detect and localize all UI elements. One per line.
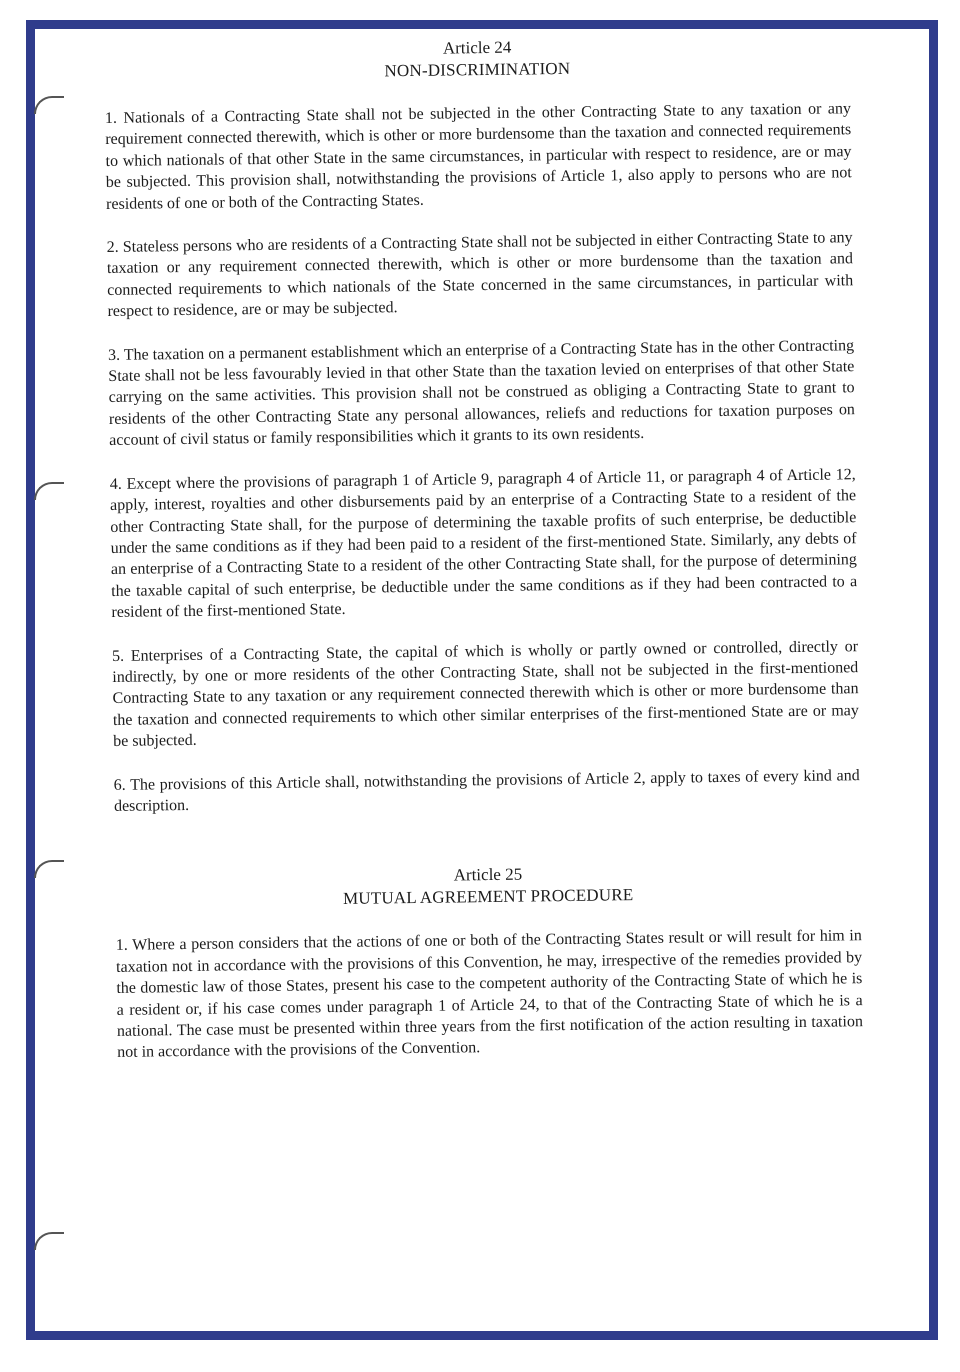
article-24-number: Article 24: [442, 37, 512, 58]
article-25-title: MUTUAL AGREEMENT PROCEDURE: [342, 885, 634, 909]
article-24-paragraph-2: 2. Stateless persons who are residents of a Contracting State shall not be subjected in either Contracting State to any taxation or any requirement connected therewith, which is other or more burdensome than the taxation and connected requirements to which nationals of the State concerned in the same circumstances, in particular with respect to residence, are or may be subjected.: [106, 229, 854, 321]
article-25-paragraph-1: 1. Where a person considers that the actions of one or both of the Contracting States result or will result for him in taxation not in accordance with the provisions of this Convention, he may, irrespective of the remedies provided by the domestic law of those States, present his case to the competent authority of the Contracting State of which he is a resident or, if his case comes under paragraph 1 of Article 24, to that of the Contracting State of which he is a national. The case must be presented within three years from the first notification of the action resulting in taxation not in accordance with the provisions of the Convention.: [115, 927, 863, 1062]
article-24-title: NON-DISCRIMINATION: [384, 58, 571, 81]
article-24-paragraph-1: 1. Nationals of a Contracting State shall not be subjected in the other Contracting State to any taxation or any requirement connected therewith, which is other or more burdensome than the taxation and connected requirements to which nationals of that other State in the same circumstances, in particular with respect to residence, are or may be subjected. This provision shall, notwithstanding the provisions of Article 1, also apply to persons who are not residents of one or both of the Contracting States.: [104, 100, 852, 213]
article-25-number: Article 25: [453, 864, 523, 885]
document-body: [104, 32, 864, 1085]
article-24-paragraphs: [105, 98, 860, 817]
article-24-paragraph-4: 4. Except where the provisions of paragraph 1 of Article 9, paragraph 4 of Article 11, or paragraph 4 of Article 12, apply, interest, royalties and other disbursements paid by an enterprise of a Contracting State to a resident of the other Contracting State shall, for the purpose of determining the taxable profits of such enterprise, be deductible under the same conditions as if they had been paid to a resident of the first-mentioned State. Similarly, any debts of an enterprise of a Contracting State to a resident of the other Contracting State shall, for the purpose of determining the taxable capital of such enterprise, be deductible under the same conditions as if they had been contracted to a resident of the first-mentioned State.: [109, 465, 858, 622]
article-24-section: [104, 32, 860, 817]
article-25-paragraphs: [116, 926, 864, 1064]
article-24-heading: [104, 32, 851, 86]
article-24-paragraph-5: 5. Enterprises of a Contracting State, the capital of which is wholly or partly owned or controlled, directly or indirectly, by one or more residents of the other Contracting State, shall not be subjected in the first-mentioned Contracting State to any taxation or any requirement connected therewith which is other or more burdensome than the taxation and connected requirements to which other similar enterprises of the first-mentioned State are or may be subjected.: [111, 637, 859, 751]
article-25-section: [115, 860, 863, 1064]
article-24-paragraph-3: 3. The taxation on a permanent establishment which an enterprise of a Contracting State has in the other Contracting State shall not be less favourably levied in that other State than the taxation levied on enterprises of that other State carrying on the same activities. This provision shall not be construed as obliging a Contracting State to grant to residents of the other Contracting State any personal allowances, reliefs and reductions for taxation purposes on account of civil status or family responsibilities which it grants to its own residents.: [107, 336, 855, 450]
article-24-paragraph-6: 6. The provisions of this Article shall, notwithstanding the provisions of Article 2, apply to taxes of every kind and description.: [113, 766, 860, 815]
article-25-heading: [115, 860, 862, 914]
